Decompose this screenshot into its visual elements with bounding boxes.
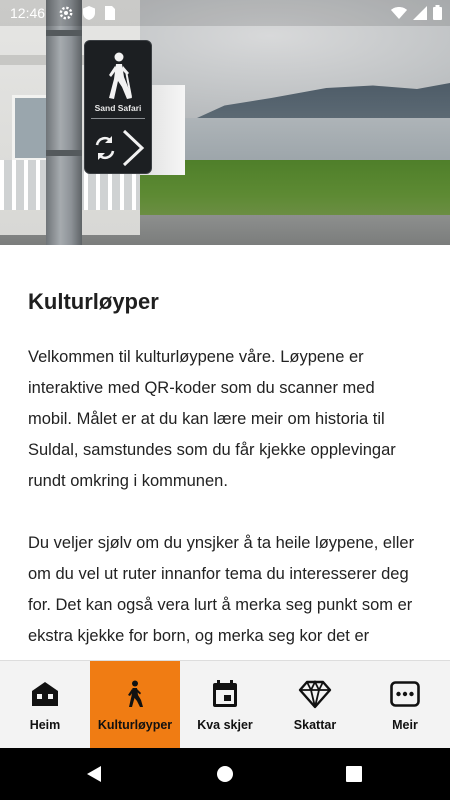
pole-band (46, 150, 82, 156)
sim-card-icon (104, 5, 116, 21)
nav-label: Kva skjer (197, 718, 253, 732)
back-icon (85, 765, 103, 783)
house-icon (31, 681, 59, 707)
nav-item-kulturloyper[interactable] (90, 661, 180, 749)
hiker-icon (125, 680, 145, 708)
wifi-icon (391, 6, 407, 20)
trail-sign (84, 40, 152, 174)
hiker-icon (98, 51, 138, 101)
sign-arrows (90, 127, 146, 169)
battery-icon (433, 5, 442, 20)
nav-item-kva-skjer[interactable] (180, 661, 270, 749)
nav-label: Heim (29, 718, 61, 732)
shield-icon (82, 5, 96, 21)
sign-text: Sand Safari (94, 103, 142, 113)
calendar-icon (212, 680, 238, 708)
recents-button[interactable] (324, 748, 384, 800)
nav-item-skattar[interactable] (270, 661, 360, 749)
recents-icon (346, 766, 362, 782)
article-paragraph: Velkommen til kulturløypene våre. Løypene er interaktive med QR-koder som du scanner med mobil. Målet er at du kan lære meir om historia til Suldal, samstundes som du får kjekke opplevingar rundt omkring i kommunen. (28, 348, 396, 490)
sign-divider (91, 118, 145, 119)
sign-pole (46, 0, 82, 245)
chevron-right-icon (124, 131, 142, 165)
page-title: Kulturløyper (28, 289, 159, 314)
nav-item-meir[interactable] (360, 661, 450, 749)
home-button[interactable] (195, 748, 255, 800)
system-navigation-bar (0, 748, 450, 800)
pole-band (46, 30, 82, 36)
nav-item-heim[interactable] (0, 661, 90, 749)
nav-label: Kulturløyper (97, 718, 173, 732)
nav-label: Skattar (293, 718, 337, 732)
status-bar (0, 0, 450, 26)
article-paragraph: Du veljer sjølv om du ynsjker å ta heile løypene, eller om du vel ut ruter innanfor tema du interesserer deg for. Det kan også vera lurt å merka seg punkt som er ekstra kjekke for born, og merka seg kor det er (28, 534, 415, 645)
back-button[interactable] (64, 748, 124, 800)
more-icon (390, 681, 420, 707)
nav-label: Meir (392, 718, 418, 732)
diamond-icon (299, 680, 331, 708)
status-time: 12:46 (10, 5, 46, 21)
hero-image (0, 0, 450, 245)
signal-icon (413, 6, 427, 20)
home-icon (216, 765, 234, 783)
article[interactable] (0, 245, 450, 660)
refresh-icon (97, 136, 113, 160)
gear-icon (58, 5, 74, 21)
bottom-navigation (0, 660, 450, 749)
